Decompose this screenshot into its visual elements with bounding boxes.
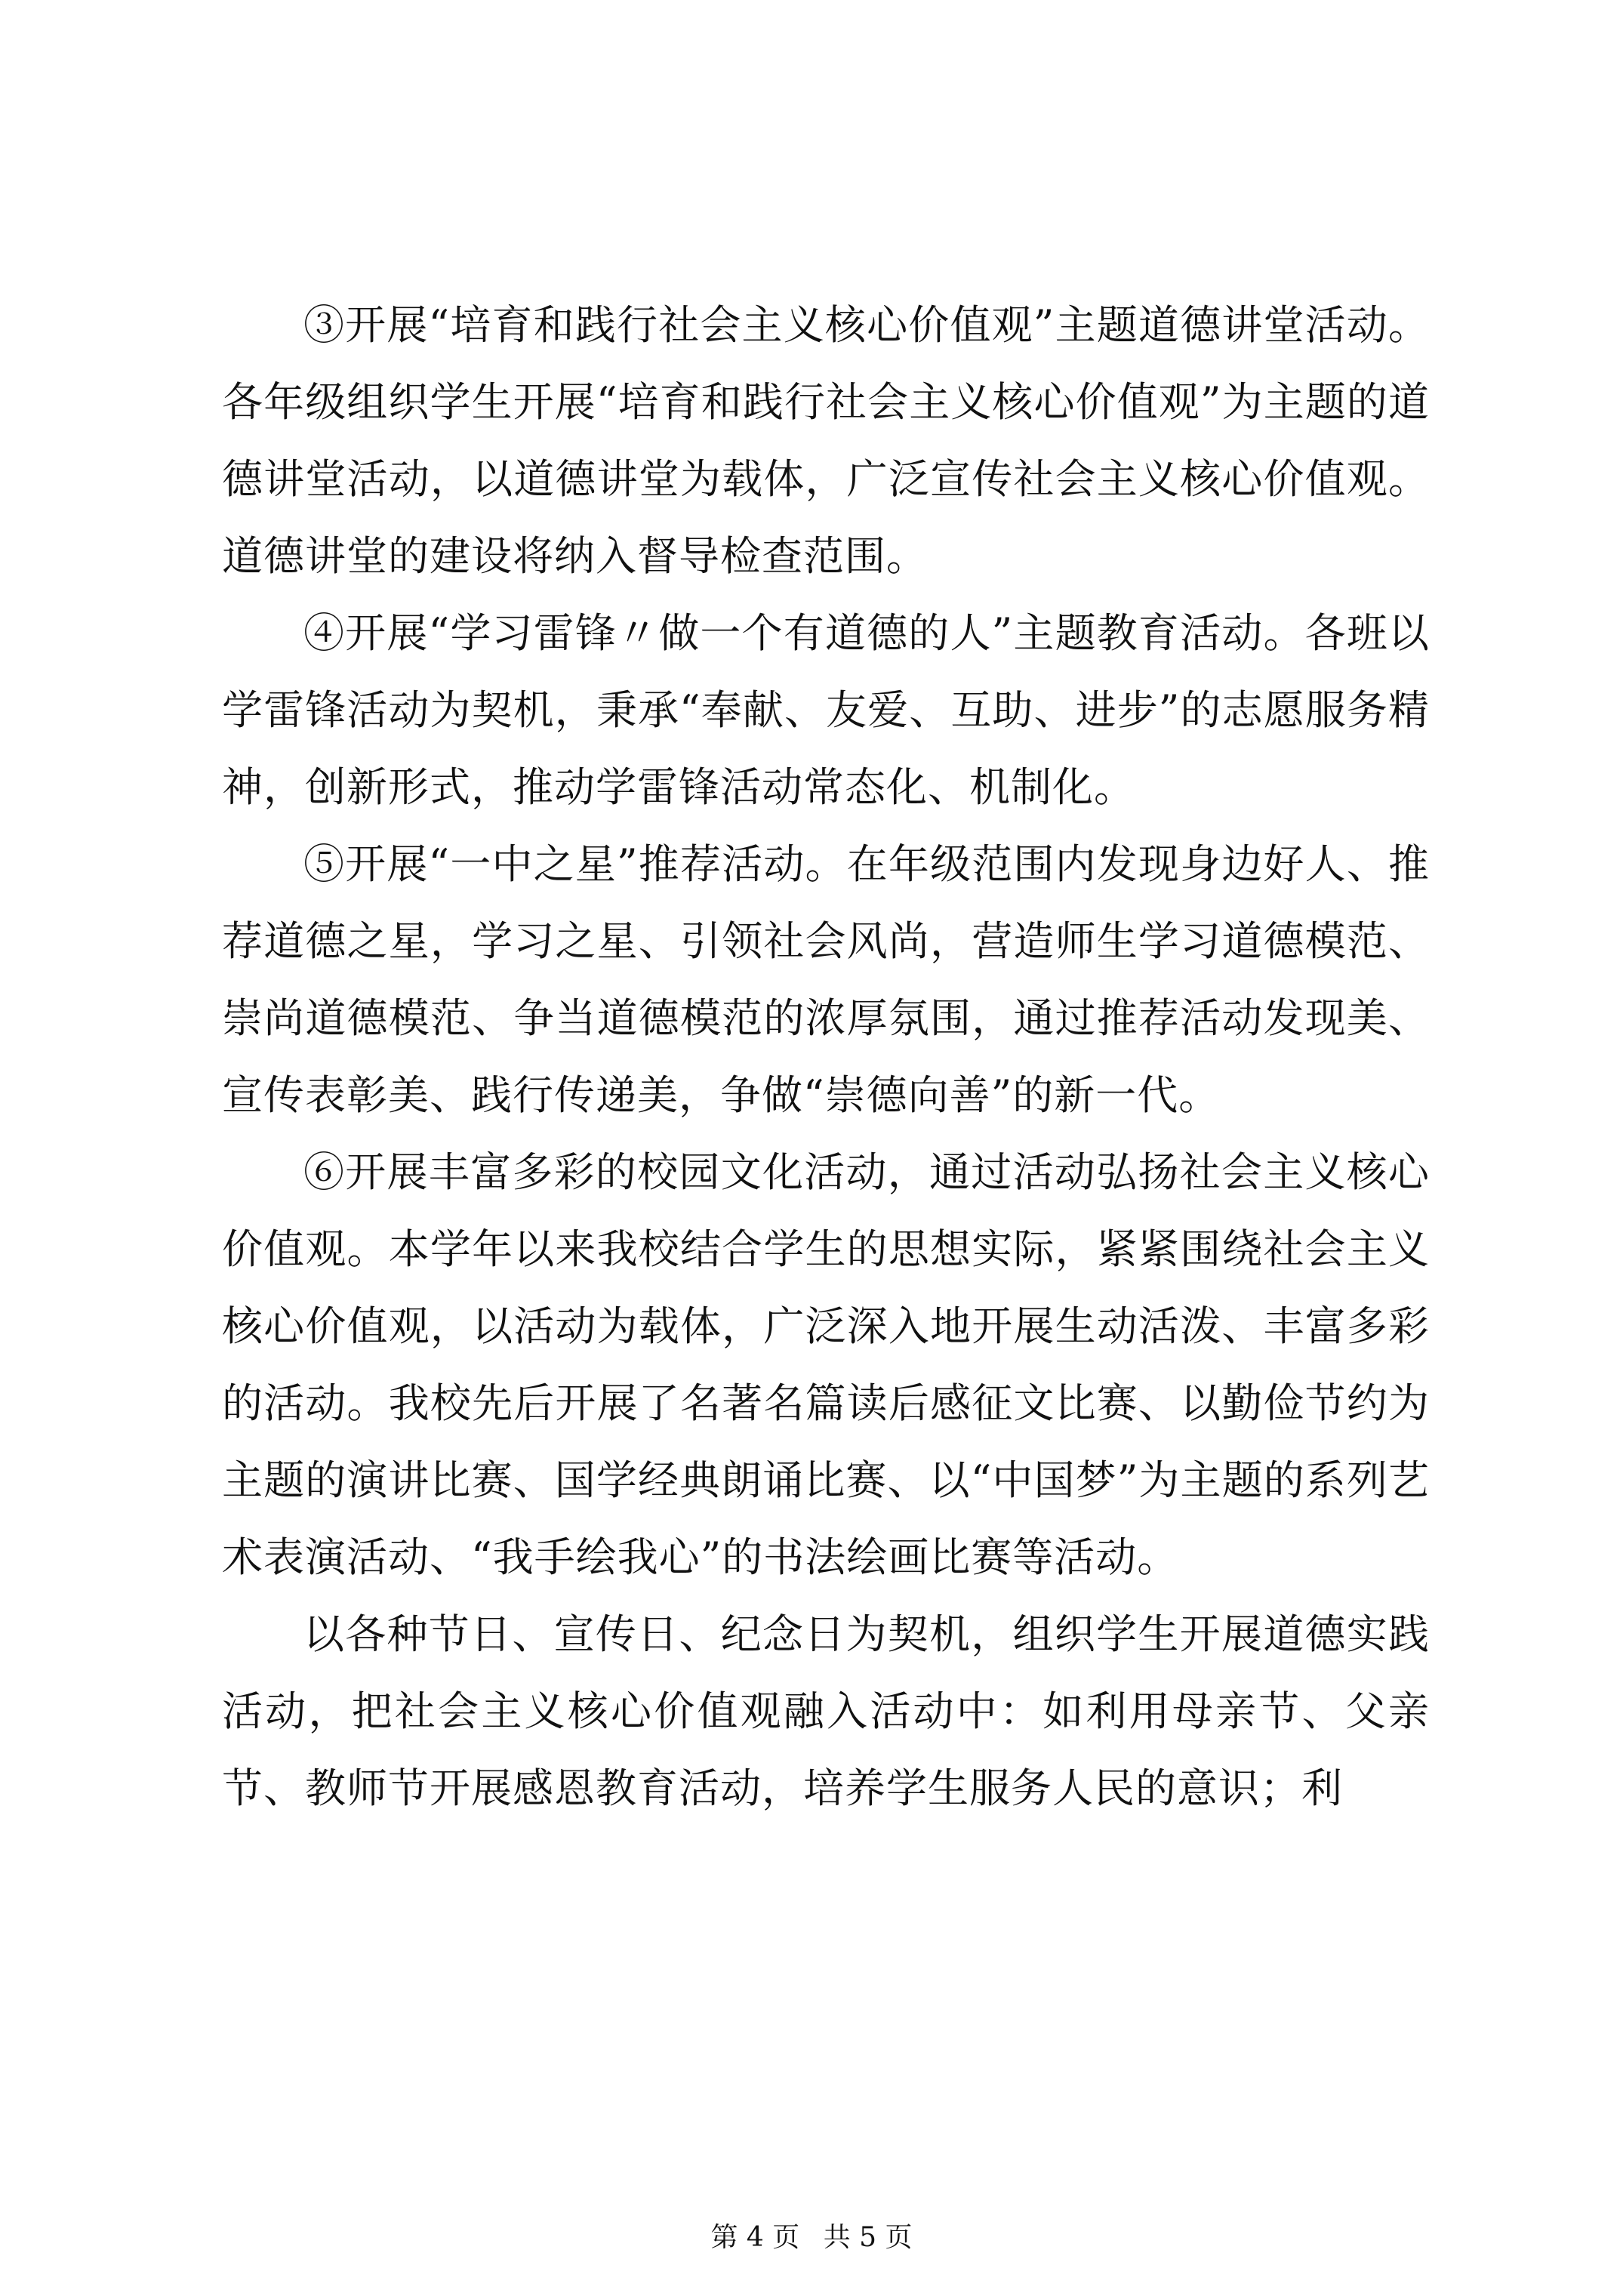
page-number-total: 共 5 页 xyxy=(823,2222,913,2253)
paragraph: ④开展“学习雷锋〃做一个有道德的人”主题教育活动。各班以学雷锋活动为契机，秉承“奉献、友爱、互助、进步”的志愿服务精神，创新形式，推动学雷锋活动常态化、机制化。 xyxy=(222,609,1430,811)
paragraph: ⑤开展“一中之星”推荐活动。在年级范围内发现身边好人、推荐道德之星，学习之星、引领社会风尚，营造师生学习道德模范、崇尚道德模范、争当道德模范的浓厚氛围，通过推荐活动发现美、宣传表彰美、践行传递美，争做“崇德向善”的新一代。 xyxy=(222,840,1430,1119)
paragraph: ⑥开展丰富多彩的校园文化活动，通过活动弘扬社会主义核心价值观。本学年以来我校结合学生的思想实际，紧紧围绕社会主义核心价值观，以活动为载体，广泛深入地开展生动活泼、丰富多彩的活动。我校先后开展了名著名篇读后感征文比赛、以勤俭节约为主题的演讲比赛、国学经典朗诵比赛、以“中国梦”为主题的系列艺术表演活动、“我手绘我心”的书法绘画比赛等活动。 xyxy=(222,1148,1430,1581)
page-number-current: 第 4 页 xyxy=(710,2222,800,2253)
paragraph: 以各种节日、宣传日、纪念日为契机，组织学生开展道德实践活动，把社会主义核心价值观融入活动中：如利用母亲节、父亲节、教师节开展感恩教育活动，培养学生服务人民的意识；利 xyxy=(222,1610,1430,1812)
paragraph: ③开展“培育和践行社会主义核心价值观”主题道德讲堂活动。各年级组织学生开展“培育和践行社会主义核心价值观”为主题的道德讲堂活动，以道德讲堂为载体，广泛宣传社会主义核心价值观。道德讲堂的建设将纳入督导检查范围。 xyxy=(222,301,1430,580)
document-body xyxy=(222,287,1430,1827)
page-footer xyxy=(0,2216,1623,2254)
